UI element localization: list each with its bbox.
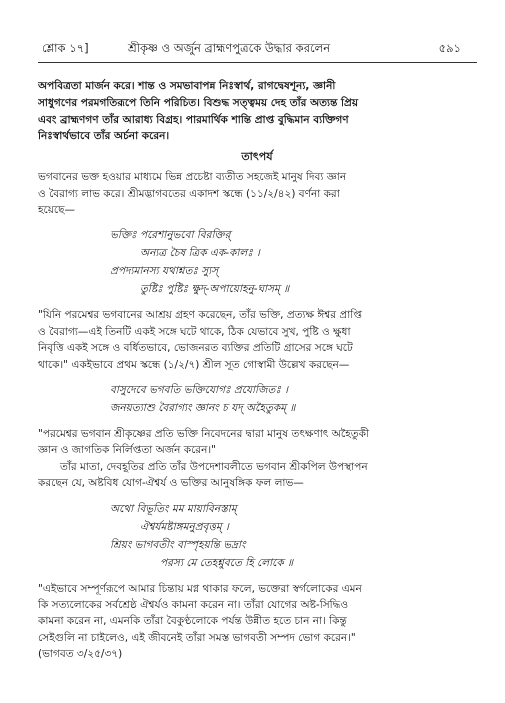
text-line: "যিনি পরমেশ্বর ভগবানের আশ্রয় গ্রহণ করেছেন, তাঁর ভক্তি, প্রত্যক্ষ ঈশ্বর প্রাপ্তি — [38, 309, 362, 322]
verse-line: শ্রিয়ং ভাগবতীং বাস্পৃহয়ন্তি ভদ্রাং — [110, 538, 246, 551]
citation: (ভাগবত ৩/২৫/৩৭) — [38, 648, 123, 661]
text-line: কামনা করেন না, এমনকি তাঁরা বৈকুণ্ঠলোকে পর্যন্ত উন্নীত হতে চান না। কিন্তু — [38, 615, 347, 628]
text-line: কি সত্যলোকের সর্বশ্রেষ্ঠ ঐশ্বর্যও কামনা করেন না। তাঁরা যোগের অষ্ট-সিদ্ধিও — [38, 599, 349, 612]
sanskrit-verse-1 — [38, 226, 476, 298]
purport-paragraph-3 — [38, 426, 476, 492]
text-line: সেইগুলি না চাইলেও, এই জীবনেই তাঁরা সমস্ত ভাগবতী সম্পদ ভোগ করেন।" — [38, 631, 356, 644]
verse-line: অথো বিভূতিং মম মায়াবিনস্তাম্ — [110, 502, 237, 515]
text-line: করছেন যে, অষ্টবিধ যোগ-ঐশ্বর্য ও ভক্তির আনুষঙ্গিক ফল লাভ— — [38, 477, 304, 490]
translation-paragraph — [38, 78, 476, 145]
running-header — [36, 40, 475, 60]
text-line: নিবৃত্তি একই সঙ্গে ও বর্ধিতভাবে, ভোজনরত ব্যক্তির প্রতিটি গ্রাসের সঙ্গে ঘটে — [38, 342, 353, 355]
chapter-title: শ্রীকৃষ্ণ ও অর্জুন ব্রাহ্মণপুত্রকে উদ্ধার করলেন — [128, 41, 331, 55]
verse-reference: শ্লোক ১৭] — [42, 41, 89, 55]
verse-line: বাসুদেবে ভগবতি ভক্তিযোগঃ প্রযোজিতঃ । — [110, 384, 289, 397]
header-divider — [38, 62, 477, 63]
page-body — [38, 78, 476, 663]
text-line: ভগবানের ভক্ত হওয়ার মাধ্যমে ভিন্ন প্রচেষ্টা ব্যতীত সহজেই মানুষ দিব্য জ্ঞান — [38, 171, 347, 184]
text-line: "পরমেশ্বর ভগবান শ্রীকৃষ্ণের প্রতি ভক্তি নিবেদনের দ্বারা মানুষ তৎক্ষণাৎ অহৈতুকী — [38, 428, 369, 441]
text-line: ও বৈরাগ্য লাভ করে। শ্রীমদ্ভাগবতের একাদশ স্কন্ধে (১১/২/৪২) বর্ণনা করা — [38, 187, 340, 200]
text-line: হয়েছে— — [38, 204, 76, 216]
purport-paragraph-1 — [38, 169, 476, 218]
purport-paragraph-2 — [38, 307, 476, 373]
purport-heading: তাৎপর্য — [241, 150, 273, 164]
verse-line: জনয়ত্যাশু বৈরাগ্যং জ্ঞানং চ যদ্ অহৈতুকম্ ॥ — [110, 402, 296, 415]
verse-line: ঐশ্বর্যমষ্টাঙ্গমনুপ্রবৃত্তম্ । — [140, 520, 229, 533]
purport-paragraph-4 — [38, 581, 476, 663]
text-line: ও বৈরাগ্য—এই তিনটি একই সঙ্গে ঘটে থাকে, ঠিক যেভাবে সুখ, পুষ্টি ও ক্ষুধা — [38, 325, 351, 338]
text-line: তাঁর মাতা, দেবহূতির প্রতি তাঁর উপদেশাবলীতে ভগবান শ্রীকপিল উপস্থাপন — [60, 460, 368, 473]
text-line: এবং ব্রাহ্মণগণ তাঁর আরাধ্য বিগ্রহ। পারমার্থিক শান্তি প্রাপ্ত বুদ্ধিমান ব্যক্তিগণ — [38, 113, 349, 126]
text-line: নিঃস্বার্থভাবে তাঁর অর্চনা করেন। — [38, 130, 170, 143]
sanskrit-verse-2 — [38, 381, 476, 417]
sanskrit-verse-3 — [38, 500, 476, 572]
verse-line: ভক্তিঃ পরেশানুভবো বিরক্তির্ — [110, 229, 231, 242]
text-line: অপবিত্রতা মার্জন করে। শান্ত ও সমভাবাপন্ন নিঃস্বার্থ, রাগদ্বেষশূন্য, জ্ঞানী — [38, 80, 336, 92]
text-line: জ্ঞান ও জাগতিক নির্লিপ্ততা অর্জন করেন।" — [38, 444, 216, 457]
verse-line: প্রপদ্যমানস্য যথাশ্নতঃ স্যুস্ — [110, 265, 219, 278]
verse-line: তুষ্টিঃ পুষ্টিঃ ক্ষুদ্-অপায়োহনু-ঘাসম্ ॥ — [140, 283, 290, 296]
text-line: সাধুগণের পরমগতিরূপে তিনি পরিচিত। বিশুদ্ধ সত্ত্বময় দেহ তাঁর অত্যন্ত প্রিয় — [38, 96, 359, 109]
text-line: "এইভাবে সম্পূর্ণরূপে আমার চিন্তায় মগ্ন থাকার ফলে, ভক্তেরা স্বর্গলোকের এমন — [38, 582, 362, 595]
text-line: থাকে।" একইভাবে প্রথম স্কন্ধে (১/২/৭) শ্রীল সূত গোস্বামী উল্লেখ করছেন— — [38, 358, 350, 371]
verse-line: পরস্য মে তেহশ্নুবতে হি লোকে ॥ — [160, 556, 294, 569]
verse-line: অন্যত্র চৈষ ত্রিক এক-কালঃ । — [140, 247, 260, 260]
page-number: ৫৯১ — [438, 41, 461, 55]
